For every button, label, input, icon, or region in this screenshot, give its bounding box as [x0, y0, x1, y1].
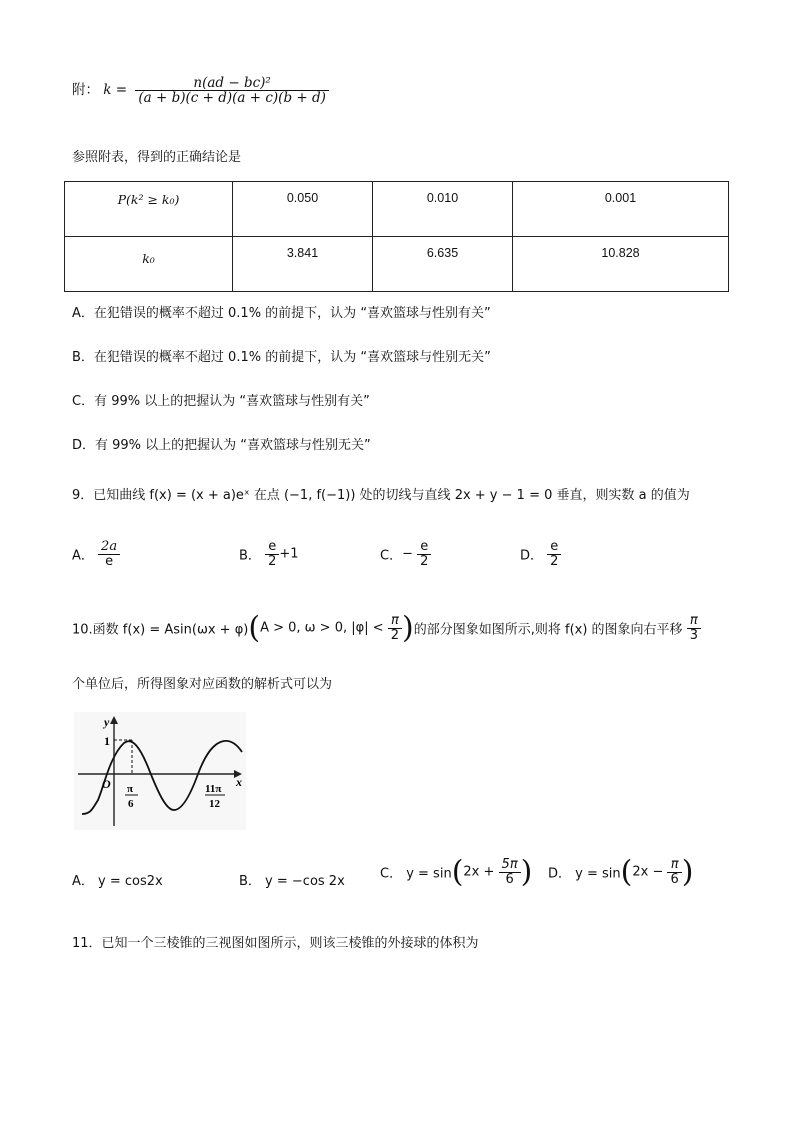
fraction-num: π — [689, 613, 698, 628]
option-expr: 2x − — [632, 864, 664, 880]
formula-fraction — [135, 76, 329, 105]
table-cell — [373, 182, 513, 237]
table-cell — [513, 237, 729, 292]
paren-open: ( — [248, 610, 261, 646]
option-expr: 2x + — [463, 864, 495, 880]
fraction — [417, 540, 431, 568]
fraction-den: e — [98, 554, 120, 569]
y-label: y — [104, 715, 110, 729]
table-row — [65, 237, 729, 292]
option-sign: − — [402, 546, 413, 562]
formula-numerator: n(ad − bc)² — [193, 75, 271, 91]
fraction — [265, 540, 279, 568]
prob-value: 0.050 — [286, 191, 319, 205]
q9-option-c — [380, 540, 431, 568]
prob-header: P(k² ≥ k₀) — [117, 192, 180, 207]
fraction-num: π — [670, 857, 679, 872]
table-cell — [513, 182, 729, 237]
fraction-num: e — [268, 539, 277, 554]
k0-value: 6.635 — [426, 246, 459, 260]
q10-option-d — [548, 854, 694, 890]
one-label: 1 — [104, 734, 110, 748]
option-label: A． — [72, 548, 94, 564]
fraction-den: 6 — [499, 872, 521, 887]
tick2-num: 11π — [205, 783, 222, 795]
option-tail: +1 — [279, 546, 299, 562]
fraction-den: 6 — [667, 872, 681, 887]
prob-value: 0.010 — [426, 191, 459, 205]
fraction — [98, 540, 120, 568]
q10-function: 10.函数 f(x) = Asin(ωx + φ) — [72, 622, 249, 638]
q9-stem: 9．已知曲线 f(x) = (x + a)eˣ 在点 (−1, f(−1)) 处的切线与直线 2x + y − 1 = 0 垂直，则实数 a 的值为 — [72, 488, 690, 503]
q10-stem-line1 — [72, 610, 701, 646]
table-row — [65, 182, 729, 237]
q10-instruction: 的部分图象如图所示,则将 f(x) 的图象向右平移 — [413, 622, 683, 638]
table-header-cell — [65, 182, 233, 237]
fraction-num: π — [390, 613, 399, 628]
x-label: x — [236, 775, 242, 789]
q10-option-b: B． y = −cos 2x — [239, 874, 345, 889]
k0-value: 10.828 — [601, 246, 640, 260]
critical-value-table — [64, 181, 729, 292]
paren-open: ( — [620, 854, 633, 890]
tick1-den: 6 — [128, 798, 134, 810]
fraction — [667, 858, 681, 886]
fraction — [547, 540, 561, 568]
fraction-den: 2 — [388, 628, 402, 643]
fraction-den: 3 — [687, 628, 701, 643]
formula-lhs: k = — [103, 82, 128, 99]
formula-denominator: (a + b)(c + d)(a + c)(b + d) — [135, 90, 329, 105]
tick1-num: π — [127, 783, 134, 795]
fraction — [499, 858, 521, 886]
paren-open: ( — [451, 854, 464, 890]
origin-label: O — [102, 777, 111, 791]
fraction-den: 2 — [417, 554, 431, 569]
option-label: B． — [239, 548, 261, 564]
option-label: D． — [520, 548, 544, 564]
fraction-num: 2a — [101, 539, 118, 554]
paren-close: ) — [681, 854, 694, 890]
fraction — [687, 614, 701, 642]
fraction-den: 2 — [547, 554, 561, 569]
fraction — [388, 614, 402, 642]
q8-option-d: D．有 99% 以上的把握认为 “喜欢篮球与性别无关” — [72, 438, 371, 453]
table-header-cell — [65, 237, 233, 292]
table-cell — [373, 237, 513, 292]
paren-close: ) — [402, 610, 414, 646]
fraction-num: e — [420, 539, 429, 554]
table-cell — [233, 182, 373, 237]
fraction-num: 5π — [501, 857, 518, 872]
q9-option-b — [239, 540, 299, 568]
q10-option-c — [380, 854, 533, 890]
q10-option-a: A． y = cos2x — [72, 874, 163, 889]
paren-close: ) — [520, 854, 533, 890]
q11-stem: 11．已知一个三棱锥的三视图如图所示，则该三棱锥的外接球的体积为 — [72, 936, 479, 951]
sine-graph — [74, 712, 246, 830]
fraction-num: e — [550, 539, 559, 554]
k0-value: 3.841 — [286, 246, 319, 260]
prob-value: 0.001 — [604, 191, 637, 205]
formula-line — [72, 76, 329, 105]
intro-text: 参照附表，得到的正确结论是 — [72, 150, 242, 165]
k0-header: k₀ — [142, 251, 155, 266]
q8-option-c: C．有 99% 以上的把握认为 “喜欢篮球与性别有关” — [72, 394, 370, 409]
q9-option-d — [520, 540, 561, 568]
option-label: C． y = sin — [380, 866, 452, 882]
option-label: C． — [380, 548, 403, 564]
table-cell — [233, 237, 373, 292]
q8-option-a: A．在犯错误的概率不超过 0.1% 的前提下，认为 “喜欢篮球与性别有关” — [72, 306, 491, 321]
formula-prefix: 附： — [72, 82, 99, 99]
q8-option-b: B．在犯错误的概率不超过 0.1% 的前提下，认为 “喜欢篮球与性别无关” — [72, 350, 491, 365]
q9-option-a — [72, 540, 120, 568]
option-label: D． y = sin — [548, 866, 621, 882]
tick2-den: 12 — [209, 798, 220, 810]
q10-stem-line2: 个单位后，所得图象对应函数的解析式可以为 — [72, 677, 333, 692]
fraction-den: 2 — [265, 554, 279, 569]
graph-background — [74, 712, 246, 830]
q10-condition: A > 0, ω > 0, |φ| < — [260, 620, 384, 636]
